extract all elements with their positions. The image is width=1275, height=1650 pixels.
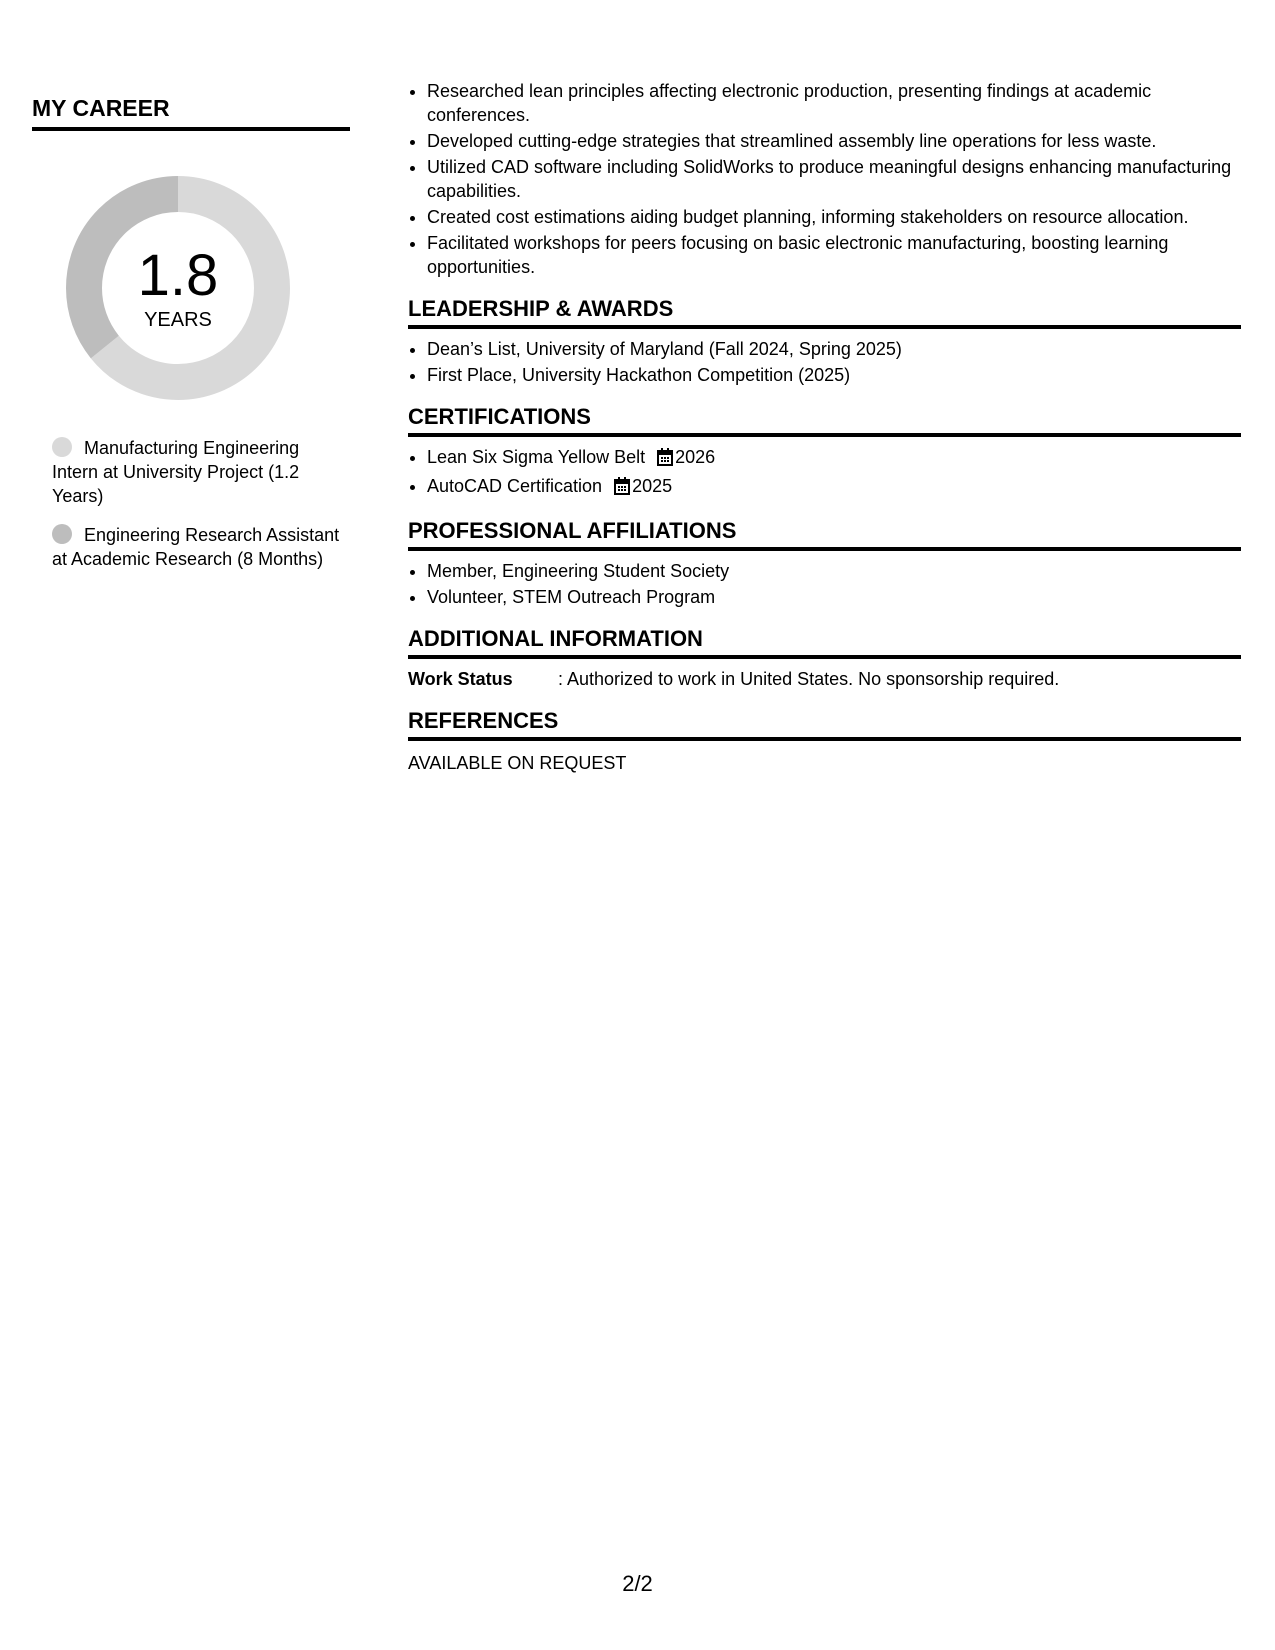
section-title: CERTIFICATIONS <box>408 404 1241 437</box>
list-item: • Researched lean principles affecting electronic production, presenting findings at academic conferences. <box>427 79 1241 127</box>
career-donut-chart <box>66 176 290 400</box>
section-title: ADDITIONAL INFORMATION <box>408 626 1241 659</box>
leadership-list <box>408 337 1241 387</box>
affiliations-list <box>408 559 1241 609</box>
list-item: • Member, Engineering Student Society <box>427 559 1241 583</box>
legend-label: Engineering Research Assistant at Academic Research (8 Months) <box>52 525 340 569</box>
leadership-section <box>408 296 1241 387</box>
career-sidebar <box>32 95 350 569</box>
references-text: AVAILABLE ON REQUEST <box>408 753 627 773</box>
work-status-label: Work Status <box>408 669 513 689</box>
legend-dot-2 <box>52 524 72 544</box>
career-legend <box>52 436 342 586</box>
section-title: PROFESSIONAL AFFILIATIONS <box>408 518 1241 551</box>
certification-name: Lean Six Sigma Yellow Belt <box>427 447 646 467</box>
legend-item <box>52 523 342 571</box>
list-item <box>427 474 1241 501</box>
list-item: • Volunteer, STEM Outreach Program <box>427 585 1241 609</box>
experience-bullet-list <box>408 79 1241 279</box>
section-title: LEADERSHIP & AWARDS <box>408 296 1241 329</box>
additional-info-section <box>408 626 1241 691</box>
page-number: 2/2 <box>622 1571 653 1596</box>
career-total-unit: YEARS <box>144 309 212 331</box>
career-title: MY CAREER <box>32 95 350 131</box>
career-total-value: 1.8 <box>137 243 219 308</box>
list-item: • Dean’s List, University of Maryland (Fall 2024, Spring 2025) <box>427 337 1241 361</box>
section-title: REFERENCES <box>408 708 1241 741</box>
references-section <box>408 708 1241 775</box>
certifications-list <box>408 445 1241 501</box>
certification-year: 2026 <box>675 447 716 467</box>
work-status-row <box>408 667 1241 691</box>
calendar-icon <box>614 477 630 501</box>
work-status-value: : Authorized to work in United States. No sponsorship required. <box>558 669 1060 689</box>
list-item: • Created cost estimations aiding budget planning, informing stakeholders on resource allocation. <box>427 205 1241 229</box>
main-content <box>408 79 1241 775</box>
legend-dot-1 <box>52 437 72 457</box>
list-item: • Utilized CAD software including SolidWorks to produce meaningful designs enhancing manufacturing capabilities. <box>427 155 1241 203</box>
certifications-section <box>408 404 1241 501</box>
affiliations-section <box>408 518 1241 609</box>
legend-item <box>52 436 342 508</box>
legend-label: Manufacturing Engineering Intern at University Project (1.2 Years) <box>52 438 300 506</box>
calendar-icon <box>657 448 673 472</box>
list-item <box>427 445 1241 472</box>
list-item: • Developed cutting-edge strategies that streamlined assembly line operations for less waste. <box>427 129 1241 153</box>
list-item: • First Place, University Hackathon Competition (2025) <box>427 363 1241 387</box>
certification-year: 2025 <box>632 476 673 496</box>
list-item: • Facilitated workshops for peers focusing on basic electronic manufacturing, boosting learning opportunities. <box>427 231 1241 279</box>
certification-name: AutoCAD Certification <box>427 476 603 496</box>
